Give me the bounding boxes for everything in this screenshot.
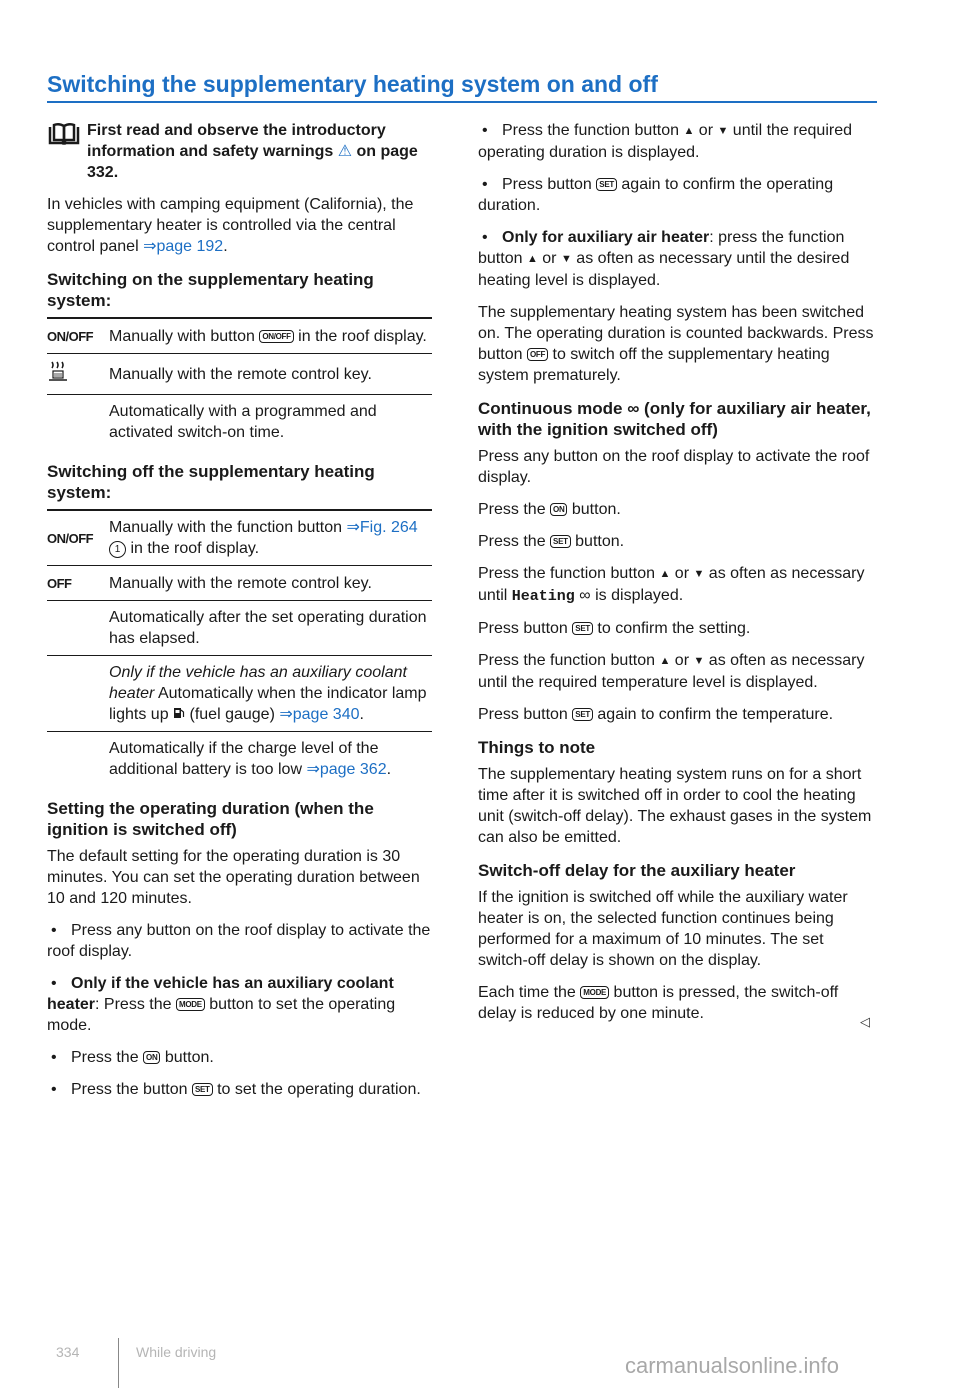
list-item: • Press the ON button. [47, 1047, 432, 1068]
continuous-step: Press button SET to confirm the setting. [478, 620, 751, 637]
table-row [47, 566, 432, 601]
table-row [47, 601, 432, 656]
row-text: Manually with the remote control key. [109, 365, 372, 383]
switch-on-heading: Switching on the supplementary heating system: [47, 269, 432, 319]
row-text: Automatically with a programmed and activated switch-on time. [109, 403, 377, 441]
up-arrow-icon: ▲ [659, 655, 671, 667]
callout-1-icon: 1 [109, 541, 126, 558]
off-label: OFF [47, 575, 72, 591]
continuous-mode-heading: Continuous mode ∞ (only for auxiliary air heater, with the ignition switched off) [478, 399, 871, 439]
row-text: Automatically after the set operating duration has elapsed. [109, 609, 427, 647]
row-text: Manually with the function button ⇒Fig. 264 1 in the roof display. [109, 519, 418, 557]
switch-off-table [47, 511, 432, 786]
page-number: 334 [56, 1344, 80, 1360]
switch-off-delay-heading: Switch-off delay for the auxiliary heater [478, 861, 796, 880]
switch-off-heading: Switching off the supplementary heating system: [47, 461, 432, 511]
set-button-icon: SET [572, 708, 593, 721]
continuous-step: Press any button on the roof display to activate the roof display. [478, 448, 870, 486]
continuous-step: Press the SET button. [478, 533, 625, 550]
on-off-label: ON/OFF [47, 328, 94, 344]
switch-on-table [47, 319, 432, 449]
down-arrow-icon: ▼ [693, 568, 705, 580]
table-row [47, 395, 432, 449]
duration-heading: Setting the operating duration (when the ignition is switched off) [47, 799, 374, 839]
continuous-step: Press the function button ▲ or ▼ as often as necessary until Heating ∞ is displayed. [478, 565, 865, 605]
things-to-note-paragraph: The supplementary heating system runs on for a short time after it is switched off in order to cool the heating unit (switch-off delay). The exhaust gases in the system can also be emitted. [478, 766, 872, 846]
things-to-note-heading: Things to note [478, 738, 596, 757]
heating-display-text: Heating [511, 588, 575, 605]
fig-264-link[interactable]: ⇒Fig. 264 [346, 519, 418, 536]
title-rule [47, 101, 877, 103]
table-row [47, 511, 432, 566]
row-text: Automatically if the charge level of the additional battery is too low ⇒page 362. [109, 740, 392, 778]
continuous-step: Press the function button ▲ or ▼ as often as necessary until the required temperature level is displayed. [478, 652, 865, 691]
list-item: • Press the button SET to set the operating duration. [47, 1079, 432, 1100]
up-arrow-icon: ▲ [659, 568, 671, 580]
continuous-step: Press button SET again to confirm the temperature. [478, 706, 834, 723]
down-arrow-icon: ▼ [693, 655, 705, 667]
list-item: • Press any button on the roof display to activate the roof display. [47, 920, 432, 962]
off-button-icon: OFF [527, 348, 548, 361]
table-row [47, 732, 432, 786]
footer-divider [118, 1338, 119, 1388]
table-row [47, 354, 432, 395]
safety-notice [47, 120, 432, 183]
section-end-icon: ◁ [860, 1014, 870, 1029]
set-button-icon: SET [596, 178, 617, 191]
fuel-gauge-lamp-icon [173, 706, 189, 723]
page-362-link[interactable]: ⇒page 362 [306, 761, 387, 778]
list-item: • Only for auxiliary air heater: press the function button ▲ or ▼ as often as necessary until the desired heating level is displayed. [478, 227, 876, 291]
left-column [47, 120, 432, 1111]
warning-triangle-icon: ⚠ [337, 143, 353, 160]
set-button-icon: SET [572, 622, 593, 635]
table-row [47, 319, 432, 354]
on-off-button-icon: ON/OFF [259, 330, 293, 343]
page-title: Switching the supplementary heating system on and off [47, 71, 658, 97]
duration-paragraph: The default setting for the operating duration is 30 minutes. You can set the operating duration between 10 and 120 minutes. [47, 848, 420, 907]
continuous-step: Press the ON button. [478, 501, 621, 518]
remote-heater-icon [47, 360, 109, 388]
page-340-link[interactable]: ⇒page 340 [279, 706, 360, 723]
list-item: • Only if the vehicle has an auxiliary coolant heater: Press the MODE button to set the operating mode. [47, 973, 432, 1036]
right-column [478, 120, 876, 1035]
down-arrow-icon: ▼ [717, 125, 729, 137]
notice-text: First read and observe the introductory information and safety warnings ⚠ on page 332. [87, 122, 418, 181]
row-text: Manually with button ON/OFF in the roof display. [109, 327, 427, 345]
row-text: Only if the vehicle has an auxiliary coolant heater Automatically when the indicator lamp lights up (fuel gauge) ⇒page 340. [109, 664, 427, 723]
page-192-link[interactable]: ⇒page 192 [143, 238, 224, 255]
row-text: Manually with the remote control key. [109, 574, 372, 592]
manual-book-icon [47, 122, 87, 152]
status-paragraph: The supplementary heating system has been switched on. The operating duration is counted backwards. Press button OFF to switch off the supplementary heating system prematurely. [478, 304, 874, 384]
down-arrow-icon: ▼ [560, 253, 572, 265]
up-arrow-icon: ▲ [683, 125, 695, 137]
up-arrow-icon: ▲ [526, 253, 538, 265]
on-button-icon: ON [143, 1051, 160, 1064]
on-off-label: ON/OFF [47, 530, 94, 546]
list-item: • Press button SET again to confirm the operating duration. [478, 174, 876, 216]
section-name: While driving [136, 1344, 217, 1360]
switch-off-delay-paragraph: If the ignition is switched off while the auxiliary water heater is on, the selected function continues being performed for a maximum of 10 minutes. The set switch-off delay is shown on the display. [478, 889, 848, 969]
table-row [47, 656, 432, 732]
mode-button-icon: MODE [580, 986, 609, 999]
mode-button-icon: MODE [176, 998, 205, 1011]
intro-paragraph: In vehicles with camping equipment (California), the supplementary heater is controlled via the central control panel ⇒page 192. [47, 196, 414, 255]
on-button-icon: ON [550, 503, 567, 516]
set-button-icon: SET [550, 535, 571, 548]
switch-off-delay-paragraph: Each time the MODE button is pressed, the switch-off delay is reduced by one minute. [478, 984, 839, 1022]
list-item: • Press the function button ▲ or ▼ until the required operating duration is displayed. [478, 120, 876, 163]
set-button-icon: SET [192, 1083, 213, 1096]
watermark: carmanualsonline.info [625, 1353, 840, 1378]
